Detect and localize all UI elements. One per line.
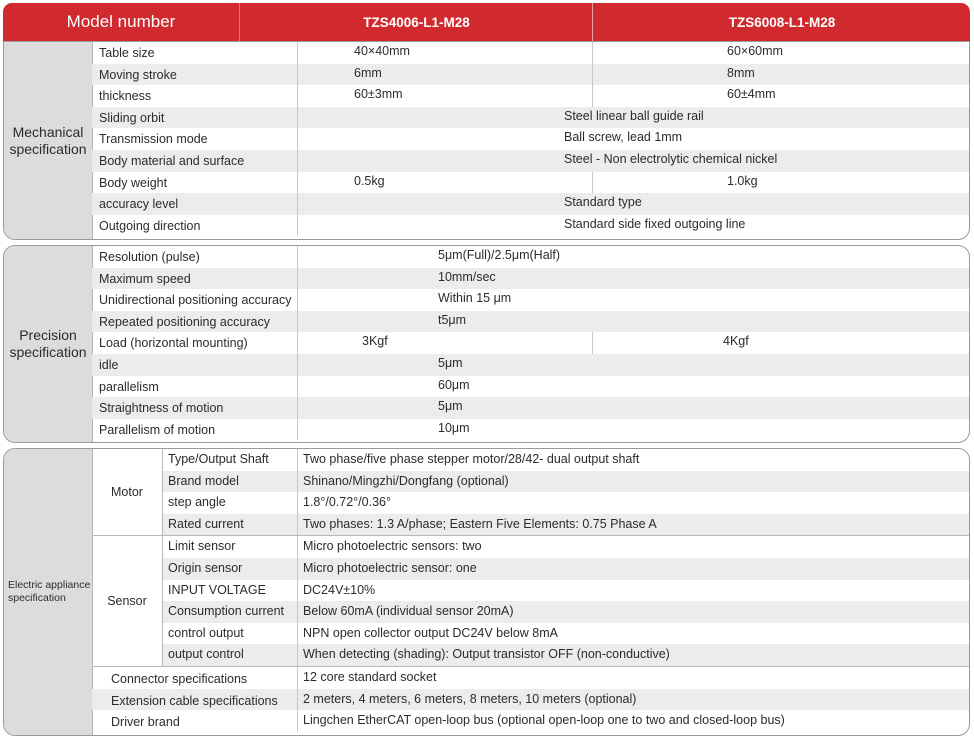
row-label: Load (horizontal mounting)	[99, 336, 248, 351]
column-divider	[297, 193, 298, 215]
column-divider	[297, 689, 298, 711]
model-divider	[592, 332, 593, 354]
model-divider	[592, 85, 593, 107]
row-value: 5μm(Full)/2.5μm(Half)	[438, 248, 561, 262]
table-row	[92, 268, 969, 290]
row-label: Moving stroke	[99, 67, 177, 82]
column-divider	[297, 580, 298, 602]
row-label: Table size	[99, 46, 155, 60]
electrical-row-value: 2 meters, 4 meters, 6 meters, 8 meters, 10 meters (optional)	[303, 691, 637, 706]
column-divider	[297, 150, 298, 172]
column-divider	[297, 107, 298, 129]
motor-row	[162, 492, 969, 514]
column-divider	[297, 492, 298, 514]
column-divider	[297, 667, 298, 689]
row-label: parallelism	[99, 379, 159, 394]
table-row	[92, 289, 969, 311]
row-label: idle	[99, 358, 119, 372]
row-value: 5μm	[438, 356, 463, 370]
row-label: Transmission mode	[99, 132, 208, 147]
precision-section-title: Precision specification	[4, 246, 93, 442]
motor-row	[162, 514, 969, 536]
table-row	[92, 172, 969, 194]
row-label: Parallelism of motion	[99, 422, 216, 437]
column-divider	[297, 397, 298, 419]
sensor-row-label: output control	[168, 647, 244, 662]
column-divider	[297, 268, 298, 290]
motor-row-value: Shinano/Mingzhi/Dongfang (optional)	[303, 473, 509, 488]
column-divider	[297, 246, 298, 268]
column-divider	[297, 64, 298, 86]
electrical-row	[92, 667, 969, 689]
table-row	[92, 128, 969, 150]
column-divider	[297, 449, 298, 471]
group-divider	[162, 449, 163, 535]
motor-row-label: step angle	[168, 495, 226, 510]
column-divider	[297, 354, 298, 376]
row-label: Straightness of motion	[99, 401, 224, 416]
sensor-group-name: Sensor	[107, 594, 147, 609]
row-label: Sliding orbit	[99, 110, 165, 125]
model-divider	[592, 64, 593, 86]
row-value: t5μm	[438, 312, 467, 327]
row-value: 60μm	[438, 377, 470, 392]
sensor-row	[162, 601, 969, 623]
column-divider	[297, 623, 298, 645]
table-header	[3, 3, 970, 41]
group-divider	[162, 536, 163, 666]
row-value-model-2: 1.0kg	[727, 173, 758, 188]
sensor-row-value: Micro photoelectric sensors: two	[303, 539, 482, 554]
column-divider	[297, 42, 298, 64]
table-row	[92, 42, 969, 64]
model-divider	[592, 42, 593, 64]
motor-row-label: Rated current	[168, 516, 244, 531]
row-value: Ball screw, lead 1mm	[564, 130, 683, 145]
motor-row-label: Type/Output Shaft	[168, 452, 269, 466]
row-value-model-2: 60×60mm	[727, 44, 783, 58]
motor-group	[92, 449, 969, 536]
row-value-model-1: 0.5kg	[354, 173, 385, 188]
column-divider	[297, 710, 298, 732]
table-row	[92, 397, 969, 419]
column-divider	[297, 85, 298, 107]
column-divider	[297, 601, 298, 623]
row-value-model-1: 6mm	[354, 65, 382, 80]
electrical-section	[3, 448, 970, 736]
column-divider	[297, 419, 298, 441]
row-label: accuracy level	[99, 197, 179, 212]
motor-row	[162, 471, 969, 493]
model-number-heading: Model number	[66, 12, 176, 31]
row-value-model-2: 8mm	[727, 65, 755, 80]
electrical-row-label: Connector specifications	[111, 672, 248, 686]
precision-section	[3, 245, 970, 443]
column-divider	[297, 311, 298, 333]
table-row	[92, 354, 969, 376]
column-divider	[297, 644, 298, 666]
motor-row-label: Brand model	[168, 473, 239, 488]
table-row	[92, 85, 969, 107]
sensor-row-label: Limit sensor	[168, 539, 236, 554]
table-row	[92, 193, 969, 215]
column-divider	[297, 514, 298, 536]
row-label: Repeated positioning accuracy	[99, 314, 270, 329]
row-label: Unidirectional positioning accuracy	[99, 293, 292, 308]
table-row	[92, 419, 969, 441]
motor-row-value: Two phases: 1.3 A/phase; Eastern Five Elements: 0.75 Phase A	[303, 516, 657, 531]
row-value-model-2: 60±4mm	[727, 87, 776, 102]
column-divider	[297, 332, 298, 354]
row-value-model-1: 40×40mm	[354, 44, 410, 58]
motor-row-value: Two phase/five phase stepper motor/28/42- dual output shaft	[303, 452, 640, 466]
electrical-row	[92, 689, 969, 711]
row-value: Steel linear ball guide rail	[564, 108, 704, 123]
row-label: Body weight	[99, 175, 168, 190]
electrical-row-value: Lingchen EtherCAT open-loop bus (optional open-loop one to two and closed-loop bus)	[303, 713, 785, 728]
table-row	[92, 107, 969, 129]
table-row	[92, 311, 969, 333]
motor-row-value: 1.8°/0.72°/0.36°	[303, 495, 391, 510]
sensor-row	[162, 536, 969, 558]
column-divider	[297, 172, 298, 194]
electrical-row-value: 12 core standard socket	[303, 670, 437, 684]
sensor-row-label: INPUT VOLTAGE	[168, 582, 266, 597]
motor-group-name: Motor	[111, 485, 143, 500]
row-value: 10mm/sec	[438, 269, 496, 284]
column-divider	[297, 376, 298, 398]
sensor-row-value: When detecting (shading): Output transistor OFF (non-conductive)	[303, 647, 670, 662]
column-divider	[297, 558, 298, 580]
electrical-section-title: Electric appliance specification	[4, 449, 93, 735]
table-row	[92, 332, 969, 354]
table-row	[92, 376, 969, 398]
row-label: Outgoing direction	[99, 218, 201, 233]
table-row	[92, 150, 969, 172]
sensor-group	[92, 536, 969, 667]
sensor-row-value: Micro photoelectric sensor: one	[303, 560, 477, 575]
sensor-row-label: control output	[168, 625, 244, 640]
row-value: Standard type	[564, 195, 642, 210]
mechanical-section	[3, 41, 970, 240]
table-row	[92, 215, 969, 237]
row-value-model-1: 3Kgf	[362, 334, 388, 349]
row-value: Within 15 μm	[438, 291, 512, 306]
row-value: 10μm	[438, 420, 470, 435]
column-divider	[297, 289, 298, 311]
electrical-row-label: Extension cable specifications	[111, 693, 278, 708]
row-value: 5μm	[438, 399, 463, 414]
motor-row	[162, 449, 969, 471]
table-row	[92, 246, 969, 268]
electrical-row	[92, 710, 969, 732]
column-divider	[297, 215, 298, 237]
sensor-row-value: NPN open collector output DC24V below 8mA	[303, 625, 558, 640]
sensor-row	[162, 623, 969, 645]
column-divider	[297, 128, 298, 150]
sensor-row	[162, 558, 969, 580]
sensor-row	[162, 644, 969, 666]
sensor-row-value: Below 60mA (individual sensor 20mA)	[303, 604, 514, 619]
column-divider	[297, 471, 298, 493]
row-value: Standard side fixed outgoing line	[564, 216, 746, 231]
row-value-model-1: 60±3mm	[354, 87, 403, 102]
model-1-heading: TZS4006-L1-M28	[239, 3, 593, 41]
sensor-row-value: DC24V±10%	[303, 582, 376, 597]
table-row	[92, 64, 969, 86]
sensor-row	[162, 580, 969, 602]
sensor-row-label: Consumption current	[168, 604, 285, 619]
electrical-row-label: Driver brand	[111, 715, 180, 730]
sensor-row-label: Origin sensor	[168, 560, 243, 575]
row-value: Steel - Non electrolytic chemical nickel	[564, 152, 778, 166]
row-label: Body material and surface	[99, 154, 245, 168]
row-label: Maximum speed	[99, 271, 191, 286]
model-divider	[592, 172, 593, 194]
mechanical-section-title: Mechanical specification	[4, 42, 93, 239]
model-2-heading: TZS6008-L1-M28	[592, 3, 971, 41]
row-label: Resolution (pulse)	[99, 250, 200, 264]
column-divider	[297, 536, 298, 558]
row-value-model-2: 4Kgf	[723, 334, 749, 349]
row-label: thickness	[99, 89, 152, 104]
